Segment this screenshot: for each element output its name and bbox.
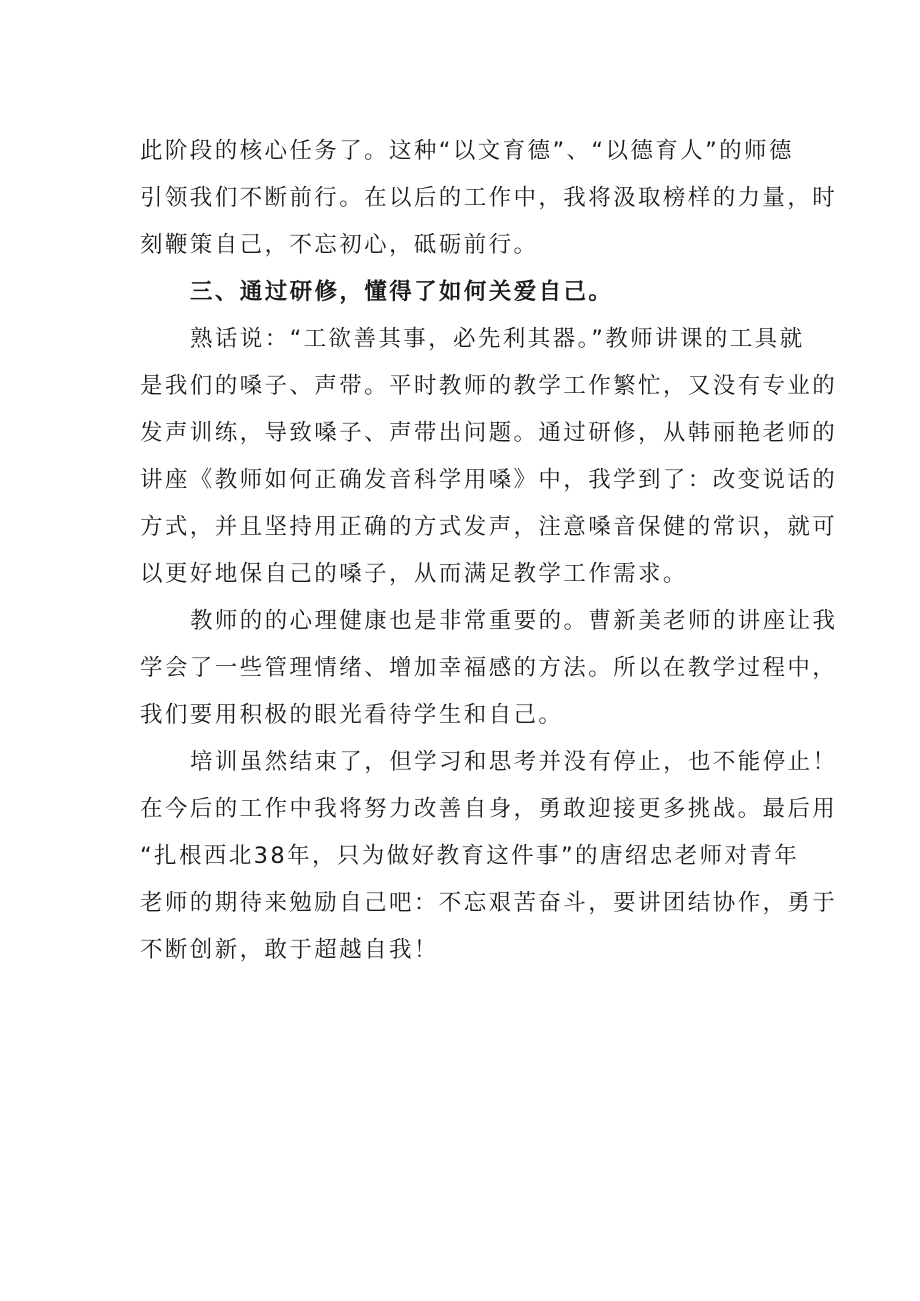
paragraph-line: 老师的期待来勉励自己吧：不忘艰苦奋斗，要讲团结协作，勇于 (140, 890, 838, 916)
paragraph-line: 教师的的心理健康也是非常重要的。曹新美老师的讲座让我 (190, 608, 838, 634)
paragraph-line: 不断创新，敢于超越自我！ (140, 937, 439, 963)
document-body (140, 128, 838, 974)
paragraph-line: 发声训练，导致嗓子、声带出问题。通过研修，从韩丽艳老师的 (140, 420, 838, 446)
paragraph-mental-health (140, 598, 838, 739)
paragraph-line: 刻鞭策自己，不忘初心，砥砺前行。 (140, 232, 539, 258)
paragraph-line: 以更好地保自己的嗓子，从而满足教学工作需求。 (140, 561, 688, 587)
paragraph-line: “扎根西北38年，只为做好教育这件事”的唐绍忠老师对青年 (140, 843, 800, 869)
paragraph-line: 学会了一些管理情绪、增加幸福感的方法。所以在教学过程中， (140, 655, 838, 681)
paragraph-line: 我们要用积极的眼光看待学生和自己。 (140, 702, 564, 728)
section-heading (140, 269, 800, 316)
paragraph-conclusion (140, 739, 838, 974)
paragraph-voice-care (140, 316, 838, 598)
paragraph-continued (140, 128, 838, 269)
section-heading-text: 三、通过研修，懂得了如何关爱自己。 (190, 279, 614, 305)
paragraph-line: 讲座《教师如何正确发音科学用嗓》中，我学到了：改变说话的 (140, 467, 838, 493)
paragraph-line: 引领我们不断前行。在以后的工作中，我将汲取榜样的力量，时 (140, 185, 838, 211)
paragraph-line: 培训虽然结束了，但学习和思考并没有停止，也不能停止！ (190, 749, 838, 775)
paragraph-line: 是我们的嗓子、声带。平时教师的教学工作繁忙，又没有专业的 (140, 373, 838, 399)
paragraph-line: 此阶段的核心任务了。这种“以文育德”、“以德育人”的师德 (140, 138, 794, 164)
paragraph-line: 在今后的工作中我将努力改善自身，勇敢迎接更多挑战。最后用 (140, 796, 838, 822)
paragraph-line: 熟话说：“工欲善其事，必先利其器。”教师讲课的工具就 (190, 326, 805, 352)
paragraph-line: 方式，并且坚持用正确的方式发声，注意嗓音保健的常识，就可 (140, 514, 838, 540)
